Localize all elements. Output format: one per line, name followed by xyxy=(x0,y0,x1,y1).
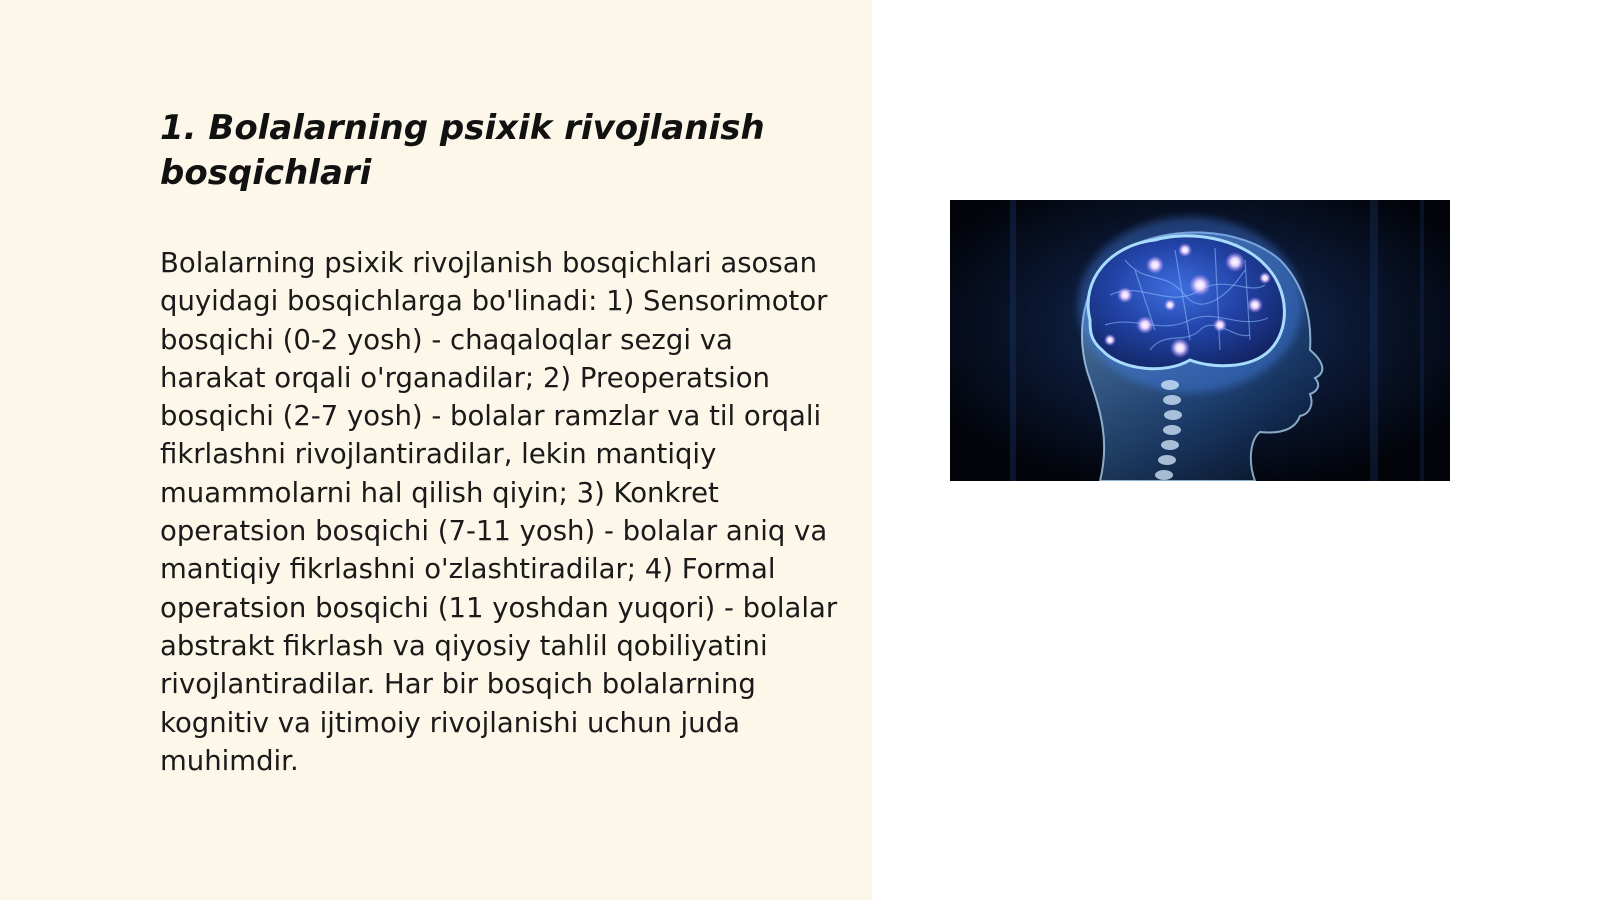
slide-title: 1. Bolalarning psixik rivojlanish bosqichlari xyxy=(160,108,765,193)
slide-body-text: Bolalarning psixik rivojlanish bosqichlari asosan quyidagi bosqichlarga bo'linadi: 1) Sensorimotor bosqichi (0-2 yosh) - chaqaloqlar sezgi va harakat orqali o'rganadilar; 2) Preoperatsion bosqichi (2-7 yosh) - bolalar ramzlar va til orqali fikrlashni rivojlantiradilar, lekin mantiqiy muammolarni hal qilish qiyin; 3) Konkret operatsion bosqichi (7-11 yosh) - bolalar aniq va mantiqiy fikrlashni o'zlashtiradilar; 4) Formal operatsion bosqichi (11 yoshdan yuqori) - bolalar abstrakt fikrlash va qiyosiy tahlil qobiliyatini rivojlantiradilar. Har bir bosqich bolalarning kognitiv va ijtimoiy rivojlanishi uchun juda muhimdir. xyxy=(160,247,838,777)
brain-head-image xyxy=(950,200,1450,481)
brain-head-icon xyxy=(950,200,1450,481)
